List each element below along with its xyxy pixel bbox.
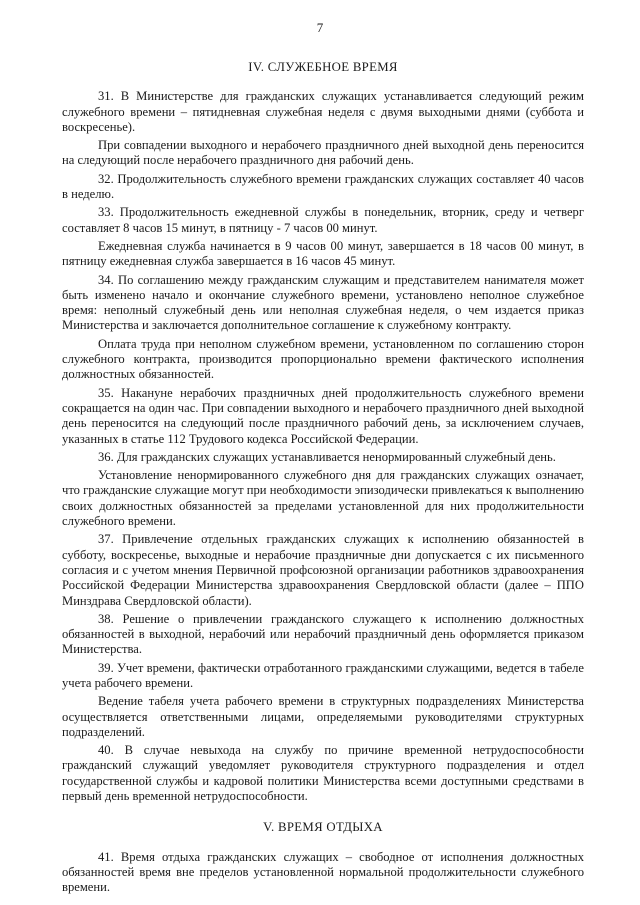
paragraph-34: 34. По соглашению между гражданским служащим и представителем нанимателя может быть изменено начало и окончание служебного времени, установлено неполное служебное время: неполный служебный день или неполная служебная неделя, о чем издается приказ Министерства и заключается дополнительное соглашение к служебному контракту. bbox=[62, 272, 584, 333]
paragraph-40: 40. В случае невыхода на службу по причине временной нетрудоспособности гражданский служащий уведомляет руководителя структурного подразделения и отдел государственной службы и кадровой политики Министерства всеми доступными средствами в первый день временной нетрудоспособности. bbox=[62, 743, 584, 804]
paragraph-36: 36. Для гражданских служащих устанавливается ненормированный служебный день. bbox=[98, 449, 556, 464]
paragraph-34-payment: Оплата труда при неполном служебном времени, установленном по соглашению сторон служебного контракта, производится пропорционально времени фактического исполнения должностных обязанностей. bbox=[62, 336, 584, 382]
section-heading-working-time: IV. СЛУЖЕБНОЕ ВРЕМЯ bbox=[248, 60, 398, 74]
paragraph-37: 37. Привлечение отдельных гражданских служащих к исполнению обязанностей в субботу, воскресенье, выходные и нерабочие праздничные дни допускается с их письменного согласия и с учетом мнения Первичной профсоюзной организации работников здравоохранения Российской Федерации Министерства здравоохранения Свердловской области (далее – ППО Минздрава Свердловской области). bbox=[62, 532, 584, 608]
paragraph-39: 39. Учет времени, фактически отработанного гражданскими служащими, ведется в табеле учета рабочего времени. bbox=[62, 660, 584, 690]
paragraph-39-timesheet: Ведение табеля учета рабочего времени в структурных подразделениях Министерства осуществляется ответственными лицами, определяемыми руководителями структурных подразделений. bbox=[62, 694, 584, 739]
page-content bbox=[62, 60, 584, 899]
paragraph-41: 41. Время отдыха гражданских служащих – свободное от исполнения должностных обязанностей время вне пределов установленной нормальной продолжительности служебного времени. bbox=[62, 849, 584, 895]
section-heading-rest-time: V. ВРЕМЯ ОТДЫХА bbox=[263, 820, 383, 835]
paragraph-35: 35. Накануне нерабочих праздничных дней продолжительность служебного времени сокращается на один час. При совпадении выходного и нерабочего праздничного дней выходной день переносится на следующий после праздничного рабочий день, за исключением случаев, указанных в статье 112 Трудового кодекса Российской Федерации. bbox=[62, 385, 584, 446]
paragraph-31: 31. В Министерстве для гражданских служащих устанавливается следующий режим служебного времени – пятидневная служебная неделя с двумя выходными днями (суббота и воскресенье). bbox=[62, 89, 584, 134]
paragraph-36-definition: Установление ненормированного служебного дня для гражданских служащих означает, что гражданские служащие могут при необходимости эпизодически привлекаться к выполнению своих должностных обязанностей за пределами установленной для них продолжительности служебного времени. bbox=[62, 468, 584, 529]
paragraph-33-schedule: Ежедневная служба начинается в 9 часов 00 минут, завершается в 18 часов 00 минут, в пятницу ежедневная служба завершается в 16 часов 45 минут. bbox=[62, 238, 584, 269]
page-number: 7 bbox=[316, 20, 324, 35]
paragraph-32: 32. Продолжительность служебного времени гражданских служащих составляет 40 часов в неделю. bbox=[62, 171, 584, 202]
paragraph-31-holiday-transfer: При совпадении выходного и нерабочего праздничного дней выходной день переносится на следующий после нерабочего праздничного дня рабочий день. bbox=[62, 138, 584, 168]
paragraph-33: 33. Продолжительность ежедневной службы в понедельник, вторник, среду и четверг составляет 8 часов 15 минут, в пятницу - 7 часов 00 минут. bbox=[62, 205, 584, 235]
paragraph-38: 38. Решение о привлечении гражданского служащего к исполнению должностных обязанностей в выходной, нерабочий или нерабочий праздничный день оформляется приказом Министерства. bbox=[62, 611, 584, 657]
